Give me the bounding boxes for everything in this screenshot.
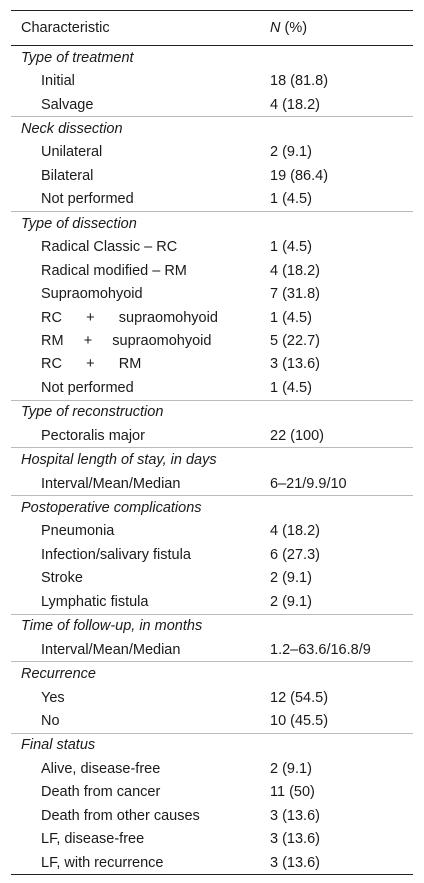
- row-label: Pectoralis major: [41, 427, 145, 444]
- row-label: Alive, disease-free: [41, 760, 161, 777]
- row-value: 4 (18.2): [270, 523, 320, 540]
- row-label: Salvage: [41, 96, 94, 113]
- table-row: [11, 329, 413, 352]
- row-value: 2 (9.1): [270, 144, 312, 161]
- row-value: 11 (50): [270, 784, 315, 801]
- row-value: 1.2–63.6/16.8/9: [270, 641, 371, 658]
- row-label: RC + supraomohyoid: [41, 309, 218, 326]
- row-value: 1 (4.5): [270, 191, 312, 208]
- row-label: LF, disease-free: [41, 831, 145, 848]
- table-row: [11, 353, 413, 376]
- row-label: RC + RM: [41, 356, 142, 373]
- row-value: 3 (13.6): [270, 831, 320, 848]
- row-label: No: [41, 712, 60, 729]
- table-row: [11, 781, 413, 804]
- table-row: [11, 306, 413, 329]
- row-value: 2 (9.1): [270, 760, 312, 777]
- table-row: [11, 757, 413, 780]
- section-header-row: [11, 614, 413, 638]
- row-label: Stroke: [41, 570, 83, 587]
- section-title: Final status: [21, 737, 96, 754]
- row-label: Pneumonia: [41, 523, 115, 540]
- section-header-row: [11, 211, 413, 235]
- row-value: 18 (81.8): [270, 73, 329, 90]
- row-label: LF, with recurrence: [41, 854, 164, 871]
- row-value: 3 (13.6): [270, 807, 320, 824]
- row-label: Not performed: [41, 191, 134, 208]
- row-value: 6–21/9.9/10: [270, 475, 347, 492]
- table-row: [11, 686, 413, 709]
- table-body: [11, 46, 413, 874]
- row-label: RM + supraomohyoid: [41, 332, 212, 349]
- row-value: 1 (4.5): [270, 379, 312, 396]
- row-label: Radical modified – RM: [41, 262, 187, 279]
- row-value: 7 (31.8): [270, 286, 320, 303]
- table-row: [11, 804, 413, 827]
- table-row: [11, 567, 413, 590]
- table-row: [11, 851, 413, 874]
- section-header-row: [11, 661, 413, 685]
- row-value: 1 (4.5): [270, 239, 312, 256]
- section-title: Type of treatment: [21, 49, 134, 66]
- row-value: 3 (13.6): [270, 854, 320, 871]
- table-row: [11, 259, 413, 282]
- section-title: Type of dissection: [21, 215, 137, 232]
- table-row: [11, 282, 413, 305]
- row-value: 2 (9.1): [270, 570, 312, 587]
- header-n: N: [270, 20, 281, 36]
- table-row: [11, 472, 413, 495]
- section-header-row: [11, 495, 413, 519]
- row-value: 3 (13.6): [270, 356, 320, 373]
- table-header-row: [11, 11, 413, 46]
- characteristics-table: [11, 10, 413, 875]
- table-row: [11, 827, 413, 850]
- table-row: [11, 424, 413, 447]
- table-row: [11, 543, 413, 566]
- table-row: [11, 638, 413, 661]
- row-label: Supraomohyoid: [41, 286, 143, 303]
- section-title: Time of follow-up, in months: [21, 618, 203, 635]
- row-label: Radical Classic – RC: [41, 239, 178, 256]
- table-row: [11, 93, 413, 116]
- row-value: 4 (18.2): [270, 96, 320, 113]
- row-value: 19 (86.4): [270, 167, 329, 184]
- row-label: Not performed: [41, 379, 134, 396]
- section-header-row: [11, 733, 413, 757]
- row-label: Yes: [41, 689, 65, 706]
- section-header-row: [11, 116, 413, 140]
- row-label: Lymphatic fistula: [41, 593, 149, 610]
- row-value: 2 (9.1): [270, 593, 312, 610]
- row-label: Interval/Mean/Median: [41, 641, 181, 658]
- table-row: [11, 376, 413, 399]
- header-characteristic: Characteristic: [21, 20, 110, 36]
- section-title: Type of reconstruction: [21, 404, 164, 421]
- table-row: [11, 709, 413, 732]
- row-value: 6 (27.3): [270, 546, 320, 563]
- section-title: Postoperative complications: [21, 500, 202, 517]
- row-value: 1 (4.5): [270, 309, 312, 326]
- table-row: [11, 164, 413, 187]
- table-row: [11, 520, 413, 543]
- table-row: [11, 69, 413, 92]
- section-header-row: [11, 447, 413, 471]
- row-value: 22 (100): [270, 427, 325, 444]
- row-label: Death from other causes: [41, 807, 200, 824]
- table-row: [11, 236, 413, 259]
- section-header-row: [11, 400, 413, 424]
- section-header-row: [11, 46, 413, 69]
- row-label: Interval/Mean/Median: [41, 475, 181, 492]
- header-percent: (%): [280, 20, 308, 36]
- table-row: [11, 188, 413, 211]
- row-label: Initial: [41, 73, 75, 90]
- row-value: 4 (18.2): [270, 262, 320, 279]
- section-title: Recurrence: [21, 666, 96, 683]
- row-label: Bilateral: [41, 167, 94, 184]
- table-row: [11, 590, 413, 613]
- section-title: Neck dissection: [21, 121, 123, 138]
- row-label: Infection/salivary fistula: [41, 546, 191, 563]
- row-value: 12 (54.5): [270, 689, 329, 706]
- row-label: Death from cancer: [41, 784, 161, 801]
- section-title: Hospital length of stay, in days: [21, 452, 217, 469]
- table-row: [11, 141, 413, 164]
- row-value: 10 (45.5): [270, 712, 329, 729]
- header-n-percent: [270, 20, 307, 36]
- row-label: Unilateral: [41, 144, 103, 161]
- row-value: 5 (22.7): [270, 332, 320, 349]
